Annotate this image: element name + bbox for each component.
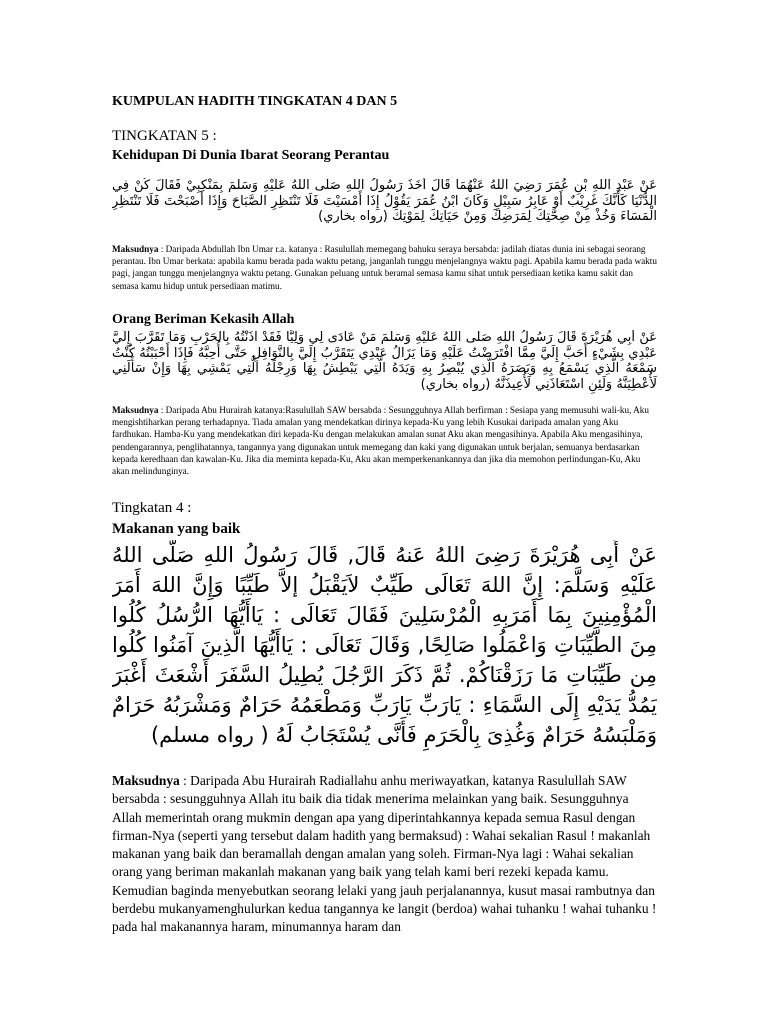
arabic-text-perantau: عَنْ عَبْدِ اللهِ بْنِ عُمَرَ رَضِيَ اللهُ عَنْهُمَا قَالَ أَخَذَ رَسُولُ اللهِ صَلَّى اللهُ عَلَيْهِ وَسَلَّمَ بِمَنْكِبِيْ فَقَالَ كُنْ فِي الدُّنْيَا كَأَنَّكَ غَرِيْبٌ أَوْ عَابِرُ سَبِيْلٍ وَكَانَ ابْنُ عُمَرَ يَقُوْلُ إِذَا أَمْسَيْتَ فَلَا تَنْتَظِرِ الصَّبَاحَ وَإِذَا أَصْبَحْتَ فَلَا تَنْتَظِرِ الْمَسَاءَ وَخُذْ مِنْ صِحَّتِكَ لِمَرَضِكَ وَمِنْ حَيَاتِكَ لِمَوْتِكَ (رواه بخاري) [112,178,657,224]
document-title: KUMPULAN HADITH TINGKATAN 4 DAN 5 [112,94,398,109]
arabic-text-makanan-baik: عَنْ أَبِى هُرَيْرَةَ رَضِىَ اللهُ عَنهُ قَالَ, قَالَ رَسُولُ اللهِ صَلَّى اللهُ عَلَيْهِ وَسَلَّمَ: إِنَّ اللهَ تَعَالَى طَيِّبٌ لاَيَقْبَلُ إلاَّ طَيِّبًا وَإِنَّ اللهَ أَمَرَ الْمُؤْمِنِينَ بِمَا أَمَرَبِهِ الْمُرْسَلِينَ فَقَالَ تَعَالَى : يَاأَيُّهَا الرُّسُلُ كُلُوا مِنَ الطَّيِّبَاتِ وَاعْمَلُوا صَالِحًا, وَقَالَ تَعَالَى : يَاأَيُّهَا الَّذِينَ آمَنُوا كُلُوا مِن طَيِّبَاتِ مَا رَزَقْنَاكُمْ. ثُمَّ ذَكَرَ الرَّجُلَ يُطِيلُ السَّفَرَ أَشْعَثَ أَغْبَرَ يَمُدُّ يَدَيْهِ إِلَى السَّمَاءِ : يَارَبِّ يَارَبِّ وَمَطْعَمُهُ حَرَامٌ وَمَشْرَبُهُ حَرَامٌ وَمَلْبَسُهُ حَرَامٌ وَغُذِىَ بِالْحَرَمِ فَأَنَّى يُسْتَجَابُ لَهُ ( رواه مسلم) [112,543,657,747]
meaning-text: : Daripada Abu Hurairah katanya:Rasulullah SAW bersabda : Sesungguhnya Allah berfirman : Sesiapa yang memusuhi wali-ku, Aku mengishtiharkan perang terhadapnya. Tiada amalan yang mendekatkan dirinya kepada-Ku yang lebih Kusukai daripada amalan yang Aku fardhukan. Hamba-Ku yang mendekatkan diri kepada-Ku dengan melakukan amalan sunat Aku akan mengasihinya. Apabila Aku mengasihinya, pendengarannya, penglihatannya, tangannya yang digunakan untuk memegang dan kaki yang digunakan untuk berjalan, semuanya berdasarkan kepada keredhaan dan kawalan-Ku. Jika dia meminta kepada-Ku, Aku akan memperkenankannya dan jika dia memohon perlindungan-Ku, Aku akan melindunginya. [112,405,649,477]
meaning-text: : Daripada Abu Hurairah Radiallahu anhu meriwayatkan, katanya Rasulullah SAW bersabda : sesungguhnya Allah itu baik dia tidak menerima melainkan yang baik. Sesungguhnya Allah memerintah orang mukmin dengan apa yang diperintahkannya kepada semua Rasul dengan firman-Nya (seperti yang tersebut dalam hadith yang bermaksud) : Wahai sekalian Rasul ! makanlah makanan yang baik dan beramallah dengan amalan yang soleh. Firman-Nya lagi : Wahai sekalian orang yang beriman makanlah makanan yang baik yang telah kami beri rezeki kepada kamu. Kemudian baginda menyebutkan seorang lelaki yang jauh perjalanannya, kusut masai rambutnya dan berdebu mukanyamenghulurkan kedua tangannya ke langit (berdoa) wahai tuhanku ! wahai tuhanku ! pada hal makanannya haram, minumannya haram dan [112,773,657,935]
meaning-text: : Daripada Abdullah Ibn Umar r.a. katanya : Rasulullah memegang bahuku seraya bersabda: jadilah diatas dunia ini sebagai seorang perantau. Ibn Umar berkata: apabila kamu berada pada waktu petang, janganlah tunggu menjelangnya waktu pagi. Apabila kamu berada pada waktu pagi, jangan tunggu menjelangnya waktu petang. Gunakan peluang untuk beramal semasa kamu sihat untuk persediaan ketika kamu sakit dan semasa kamu hidup untuk persediaan matimu. [112,244,657,291]
hadith-heading-makanan-baik: Makanan yang baik [112,521,241,537]
hadith-heading-perantau: Kehidupan Di Dunia Ibarat Seorang Perantau [112,148,390,163]
hadith-heading-kekasih-allah: Orang Beriman Kekasih Allah [112,312,295,327]
meaning-label: Maksudnya [112,405,159,415]
level-4-label: Tingkatan 4 : [112,500,192,516]
meaning-paragraph-perantau [112,243,657,293]
meaning-paragraph-kekasih-allah [112,404,657,478]
level-5-label: TINGKATAN 5 : [112,128,217,144]
meaning-label: Maksudnya [112,773,180,788]
meaning-paragraph-makanan-baik [112,772,657,1012]
meaning-label: Maksudnya [112,244,159,254]
arabic-text-kekasih-allah: عَنْ أَبِي هُرَيْرَةَ قَالَ رَسُولُ اللهِ صَلَّى اللهُ عَلَيْهِ وَسَلَّمَ مَنْ عَادَى لِي وَلِيًّا فَقَدْ آذَنْتُهُ بِالْحَرْبِ وَمَا تَقَرَّبَ إِلَيَّ عَبْدِي بِشَيْءٍ أَحَبَّ إِلَيَّ مِمَّا افْتَرَضْتُ عَلَيْهِ وَمَا يَزَالُ عَبْدِي يَتَقَرَّبُ إِلَيَّ بِالنَّوَافِلِ حَتَّى أُحِبَّهُ فَإِذَا أَحْبَبْتُهُ كُنْتُ سَمْعَهُ الَّذِي يَسْمَعُ بِهِ وَبَصَرَهُ الَّذِي يُبْصِرُ بِهِ وَيَدَهُ الَّتِي يَبْطِشُ بِهَا وَرِجْلَهُ الَّتِي يَمْشِي بِهَا وَإِنْ سَأَلَنِي لَأُعْطِيَنَّهُ وَلَئِنِ اسْتَعَاذَنِي لَأُعِيذَنَّهُ (رواه بخاري) [112,330,657,392]
